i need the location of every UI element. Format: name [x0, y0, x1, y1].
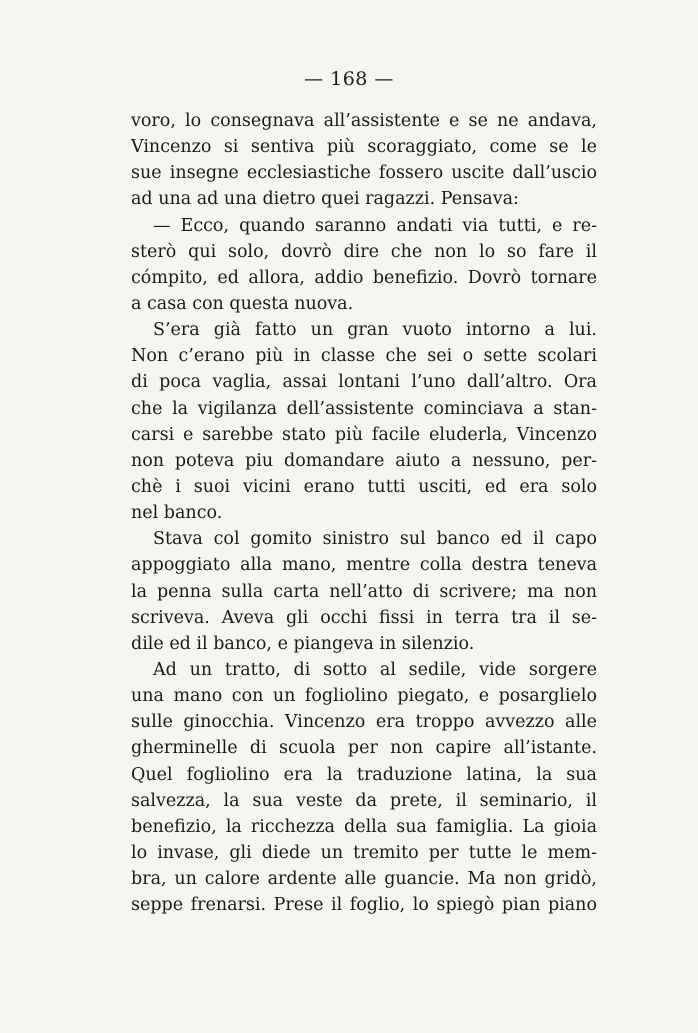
- text-line: dile ed il banco, e piangeva in silenzio.: [131, 633, 475, 654]
- page-number: — 168 —: [304, 68, 394, 90]
- text-line: nel banco.: [131, 503, 223, 524]
- text-line: sulle ginocchia. Vincenzo era troppo avvezzo alle: [131, 712, 597, 733]
- text-line: appoggiato alla mano, mentre colla destra teneva: [131, 555, 597, 576]
- text-line: la penna sulla carta nell’atto di scrivere; ma non: [131, 581, 597, 602]
- text-line: chè i suoi vicini erano tutti usciti, ed era solo: [131, 476, 597, 497]
- text-line: Vincenzo si sentiva più scoraggiato, come se le: [131, 137, 597, 158]
- text-line: sue insegne ecclesiastiche fossero uscite dall’uscio: [131, 163, 597, 184]
- text-line: Ad un tratto, di sotto al sedile, vide sorgere: [153, 659, 597, 680]
- text-line: salvezza, la sua veste da prete, il seminario, il: [131, 790, 597, 811]
- body-text: [131, 108, 597, 918]
- text-line: seppe frenarsi. Prese il foglio, lo spiegò pian piano: [131, 895, 597, 916]
- text-line: non poteva piu domandare aiuto a nessuno, per-: [131, 450, 597, 471]
- text-line: Quel fogliolino era la traduzione latina, la sua: [131, 764, 597, 785]
- text-line: gherminelle di scuola per non capire all’istante.: [131, 738, 597, 759]
- text-line: voro, lo consegnava all’assistente e se ne andava,: [131, 111, 597, 131]
- text-line: a casa con questa nuova.: [131, 293, 354, 314]
- text-line: bra, un calore ardente alle guancie. Ma non gridò,: [131, 869, 597, 890]
- text-line: di poca vaglia, assai lontani l’uno dall’altro. Ora: [131, 372, 597, 393]
- text-line: una mano con un fogliolino piegato, e posarglielo: [131, 686, 597, 707]
- text-line: ad una ad una dietro quei ragazzi. Pensava:: [131, 189, 519, 210]
- text-line: — Ecco, quando saranno andati via tutti, e re-: [153, 215, 597, 236]
- text-line: Stava col gomito sinistro sul banco ed il capo: [153, 529, 597, 550]
- text-line: benefizio, la ricchezza della sua famiglia. La gioia: [131, 816, 597, 837]
- text-line: lo invase, gli diede un tremito per tutte le mem-: [131, 842, 597, 863]
- text-line: cómpito, ed allora, addio benefizio. Dovrò tornare: [131, 267, 597, 288]
- text-line: che la vigilanza dell’assistente cominciava a stan-: [131, 398, 597, 419]
- text-line: carsi e sarebbe stato più facile eluderla, Vincenzo: [131, 424, 597, 445]
- text-line: scriveva. Aveva gli occhi fissi in terra tra il se-: [131, 607, 597, 628]
- text-line: sterò qui solo, dovrò dire che non lo so fare il: [131, 241, 597, 262]
- text-line: S’era già fatto un gran vuoto intorno a lui.: [153, 320, 597, 341]
- text-line: Non c’erano più in classe che sei o sette scolari: [131, 346, 597, 367]
